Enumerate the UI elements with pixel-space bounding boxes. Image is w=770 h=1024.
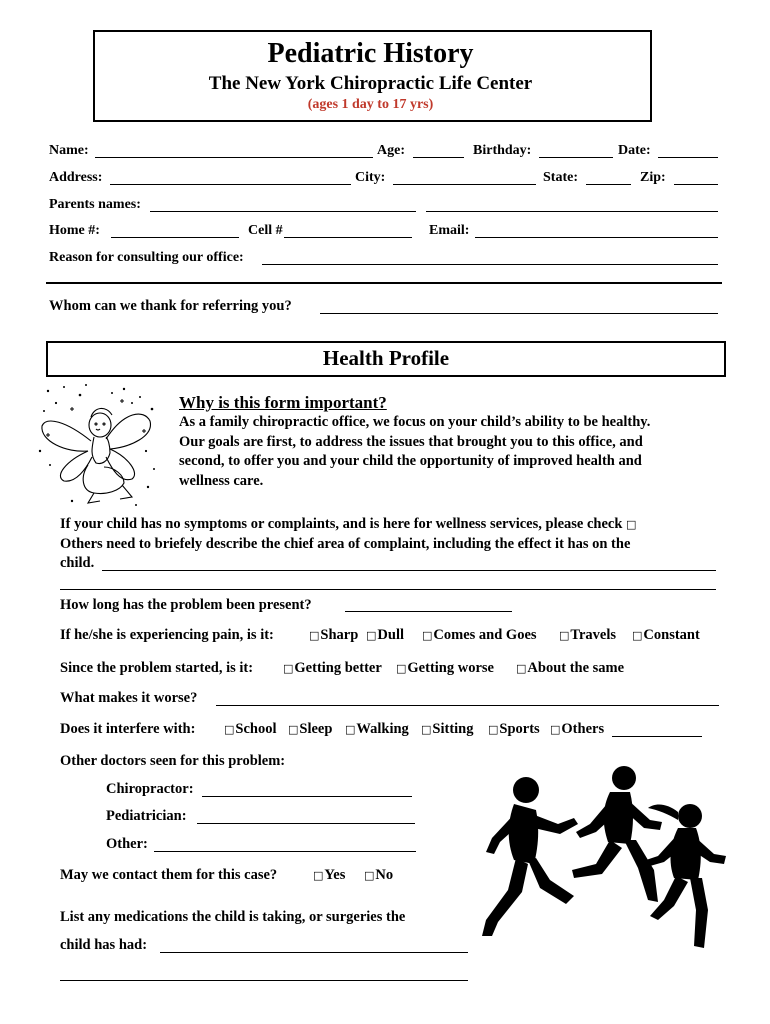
zip-field[interactable] [674,184,718,185]
form-title: Pediatric History [267,38,474,69]
since-option-getting-worse[interactable]: □Getting worse [396,660,494,676]
why-heading: Why is this form important? [179,393,387,412]
name-field[interactable] [95,157,373,158]
checkbox-icon: □ [422,629,433,642]
how-long-label: How long has the problem been present? [60,597,312,613]
pain-option-dull[interactable]: □Dull [366,627,404,643]
date-label: Date: [618,143,651,158]
why-line: second, to offer you and your child the opportunity of improved health and [179,453,642,469]
doctors-label: Other doctors seen for this problem: [60,753,286,769]
other-doctor-field[interactable] [154,851,416,852]
interfere-option-walking[interactable]: □Walking [345,721,409,737]
birthday-label: Birthday: [473,143,532,158]
home-phone-field[interactable] [111,237,239,238]
pediatrician-label: Pediatrician: [106,808,187,824]
section-divider [46,282,722,284]
parent-name-1-field[interactable] [150,211,416,212]
worse-label: What makes it worse? [60,690,198,706]
wellness-line [60,516,637,533]
how-long-field[interactable] [345,611,512,612]
contact-label: May we contact them for this case? [60,867,278,883]
chiropractor-field[interactable] [202,796,412,797]
parents-label: Parents names: [49,197,141,212]
checkbox-icon: □ [309,629,320,642]
checkbox-icon: □ [488,723,499,736]
wellness-text: If your child has no symptoms or complaints, and is here for wellness services, please check [60,516,623,532]
checkbox-icon: □ [345,723,356,736]
city-label: City: [355,170,386,185]
checkbox-icon: □ [550,723,561,736]
pediatrician-field[interactable] [197,823,415,824]
running-children-silhouette [478,760,732,960]
name-label: Name: [49,143,89,158]
child-label: child. [60,555,95,571]
checkbox-icon: □ [396,662,407,675]
other-doctor-label: Other: [106,836,148,852]
complaint-field-2[interactable] [60,589,716,590]
interfere-label: Does it interfere with: [60,721,196,737]
email-label: Email: [429,223,470,238]
checkbox-icon: □ [313,869,324,882]
medications-label-line1: List any medications the child is taking, or surgeries the [60,909,406,925]
describe-text: Others need to briefely describe the chief area of complaint, including the effect it has on the [60,536,631,552]
contact-option-no[interactable]: □No [364,867,394,883]
state-label: State: [543,170,578,185]
pain-option-travels[interactable]: □Travels [559,627,617,643]
state-field[interactable] [586,184,631,185]
why-line: wellness care. [179,472,264,489]
why-paragraph [179,413,719,491]
checkbox-icon: □ [366,629,377,642]
why-line: As a family chiropractic office, we focus on your child’s ability to be healthy. [179,414,651,430]
complaint-field-1[interactable] [102,570,716,571]
reason-label: Reason for consulting our office: [49,250,244,265]
cell-phone-field[interactable] [284,237,412,238]
checkbox-icon: □ [421,723,432,736]
checkbox-icon: □ [364,869,375,882]
reason-field[interactable] [262,264,718,265]
medications-label-line2: child has had: [60,937,148,953]
pain-label: If he/she is experiencing pain, is it: [60,627,274,643]
zip-label: Zip: [640,170,666,185]
pain-option-constant[interactable]: □Constant [632,627,700,643]
email-field[interactable] [475,237,718,238]
city-field[interactable] [393,184,536,185]
address-field[interactable] [110,184,351,185]
interfere-option-sports[interactable]: □Sports [488,721,540,737]
address-label: Address: [49,170,103,185]
parent-name-2-field[interactable] [426,211,718,212]
since-option-about-same[interactable]: □About the same [516,660,625,676]
interfere-option-others[interactable]: □Others [550,721,605,737]
home-phone-label: Home #: [49,223,100,238]
since-option-getting-better[interactable]: □Getting better [283,660,382,676]
medications-field-2[interactable] [60,980,468,981]
pain-option-sharp[interactable]: □Sharp [309,627,359,643]
age-label: Age: [377,143,405,158]
worse-field[interactable] [216,705,719,706]
date-field[interactable] [658,157,718,158]
checkbox-icon: □ [224,723,235,736]
birthday-field[interactable] [539,157,613,158]
cell-phone-label: Cell # [248,223,283,238]
checkbox-icon: □ [283,662,294,675]
age-field[interactable] [413,157,464,158]
wellness-checkbox[interactable]: □ [626,518,637,531]
interfere-others-field[interactable] [612,736,702,737]
medications-field-1[interactable] [160,952,468,953]
since-label: Since the problem started, is it: [60,660,254,676]
pain-option-comes-and-goes[interactable]: □Comes and Goes [422,627,537,643]
interfere-option-school[interactable]: □School [224,721,277,737]
interfere-option-sleep[interactable]: □Sleep [288,721,333,737]
referral-field[interactable] [320,313,718,314]
checkbox-icon: □ [559,629,570,642]
contact-option-yes[interactable]: □Yes [313,867,346,883]
checkbox-icon: □ [288,723,299,736]
age-range: (ages 1 day to 17 yrs) [307,97,434,112]
fairy-illustration [36,381,160,511]
interfere-option-sitting[interactable]: □Sitting [421,721,474,737]
checkbox-icon: □ [516,662,527,675]
checkbox-icon: □ [632,629,643,642]
health-profile-title: Health Profile [322,346,450,370]
chiropractor-label: Chiropractor: [106,781,194,797]
clinic-name: The New York Chiropractic Life Center [208,73,533,94]
why-line: Our goals are first, to address the issues that brought you to this office, and [179,433,643,450]
referral-label: Whom can we thank for referring you? [49,298,292,314]
